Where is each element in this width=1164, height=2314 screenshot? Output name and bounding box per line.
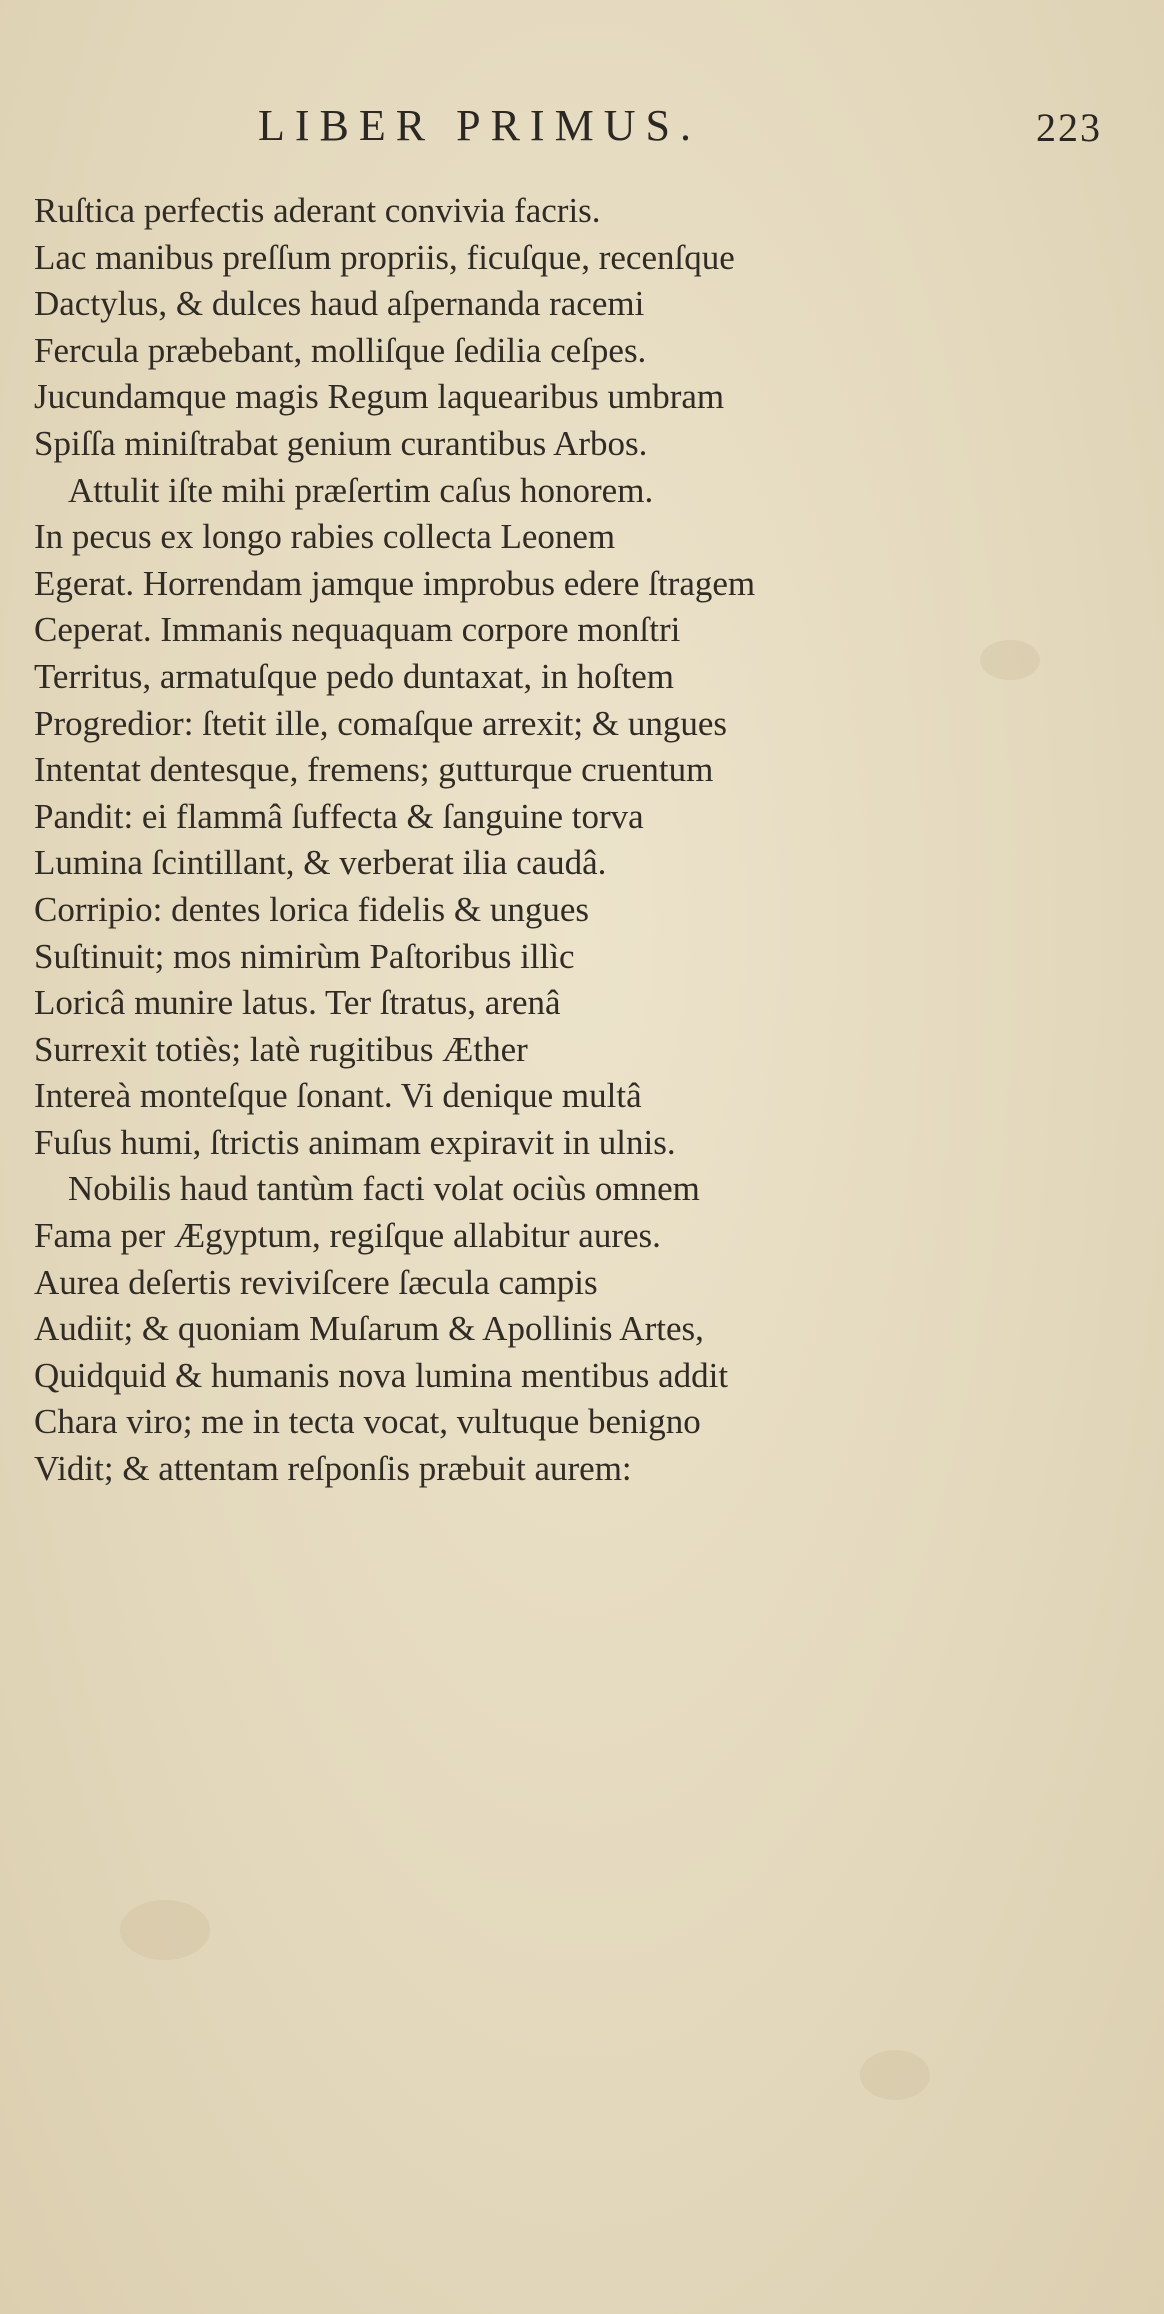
verse-line: Loricâ munire latus. Ter ſtratus, arenâ (34, 983, 561, 1023)
verse-line: Suſtinuit; mos nimirùm Paſtoribus illìc (34, 936, 575, 976)
running-head (0, 100, 1164, 160)
verse-line: Progredior: ſtetit ille, comaſque arrexit; & ungues (34, 703, 728, 743)
verse-line: Corripio: dentes lorica fidelis & ungues (34, 889, 590, 929)
verse-line: Quidquid & humanis nova lumina mentibus addit (34, 1355, 729, 1395)
verse-line: Dactylus, & dulces haud aſpernanda racemi (34, 284, 645, 324)
running-title: LIBER PRIMUS. (258, 101, 701, 150)
verse-line: Jucundamque magis Regum laquearibus umbram (34, 377, 725, 417)
verse-line: Audiit; & quoniam Muſarum & Apollinis Artes, (34, 1309, 704, 1349)
verse-line: Ruſtica perfectis aderant convivia facris. (34, 191, 601, 230)
verse-line: Fercula præbebant, molliſque ſedilia ceſpes. (34, 330, 647, 370)
verse-line: Lumina ſcintillant, & verberat ilia caudâ. (34, 843, 607, 883)
verse-line: Nobilis haud tantùm facti volat ociùs omnem (68, 1169, 700, 1209)
verse-line: Fuſus humi, ſtrictis animam expiravit in ulnis. (34, 1122, 676, 1162)
verse-line: Chara viro; me in tecta vocat, vultuque benigno (34, 1402, 701, 1442)
verse-line: Vidit; & attentam reſponſis præbuit aurem: (34, 1449, 632, 1489)
paper-stain (860, 2050, 930, 2100)
verse-line: Ceperat. Immanis nequaquam corpore monſtri (34, 610, 681, 650)
verse-line: Lac manibus preſſum propriis, ficuſque, recenſque (34, 237, 735, 277)
verse-line: Intereà monteſque ſonant. Vi denique multâ (34, 1076, 642, 1116)
verse-line: Egerat. Horrendam jamque improbus edere ſtragem (34, 563, 756, 603)
verse-line: Spiſſa miniſtrabat genium curantibus Arbos. (34, 423, 648, 463)
verse-line: Surrexit totiès; latè rugitibus Æther (34, 1029, 528, 1069)
verse-line: Fama per Ægyptum, regiſque allabitur aures. (34, 1216, 661, 1256)
page-number: 223 (1036, 105, 1102, 150)
verse-line: In pecus ex longo rabies collecta Leonem (34, 517, 616, 557)
verse-line: Aurea deſertis reviviſcere ſæcula campis (34, 1262, 598, 1302)
paper-stain (120, 1900, 210, 1960)
verse-line: Territus, armatuſque pedo duntaxat, in hoſtem (34, 656, 675, 696)
verse-line: Attulit iſte mihi præſertim caſus honorem. (68, 470, 654, 510)
verse-line: Intentat dentesque, fremens; gutturque cruentum (34, 750, 714, 790)
verse-line: Pandit: ei flammâ ſuffecta & ſanguine torva (34, 796, 644, 836)
verse-text (34, 188, 1114, 1493)
